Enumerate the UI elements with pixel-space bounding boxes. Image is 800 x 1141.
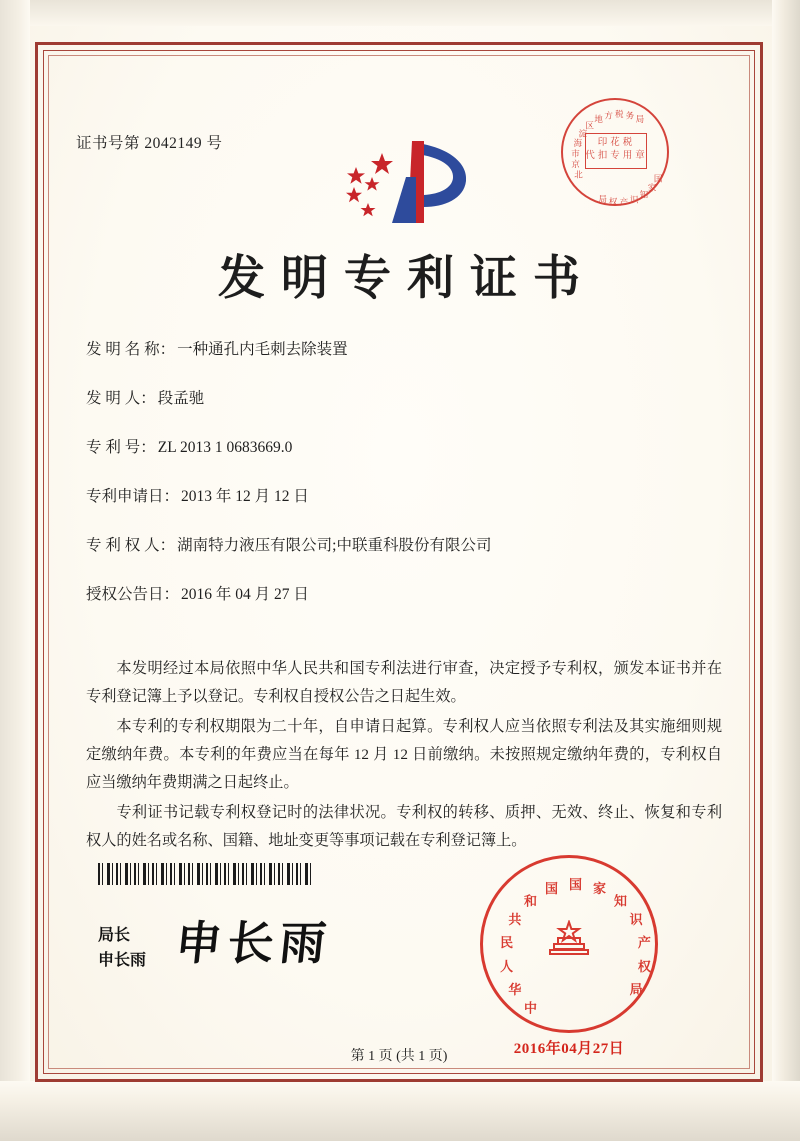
paragraph-3: 专利证书记载专利权登记时的法律状况。专利权的转移、质押、无效、终止、恢复和专利权人的姓名或名称、国籍、地址变更等事项记载在专利登记簿上。 xyxy=(86,804,722,849)
field-label: 专利申请日： xyxy=(86,488,180,505)
body-text xyxy=(86,655,722,857)
field-label: 发 明 名 称： xyxy=(86,341,176,358)
field-label: 发 明 人： xyxy=(86,390,156,407)
sipo-logo-icon xyxy=(320,137,480,229)
field-patent-number xyxy=(86,435,726,457)
director-name: 申长雨 xyxy=(98,952,147,969)
field-invention-name xyxy=(86,337,726,359)
field-label: 授权公告日： xyxy=(86,586,180,603)
official-seal-ring-text: 中 华 人 民 共 和 国 国 家 知 识 产 权 局 xyxy=(500,878,651,1017)
tax-stamp-line-2: 代 扣 专 用 章 xyxy=(585,150,645,161)
page-footer: 第 1 页 (共 1 页) xyxy=(350,1049,448,1064)
field-value: 2013 年 12 月 12 日 xyxy=(181,488,309,505)
field-inventor xyxy=(86,386,726,408)
official-seal xyxy=(480,855,658,1033)
certificate-content xyxy=(48,55,750,1069)
field-label: 专 利 号： xyxy=(86,439,156,456)
field-value: 一种通孔内毛刺去除装置 xyxy=(177,341,348,358)
tax-stamp-center xyxy=(563,136,667,162)
paper-edge-top xyxy=(0,0,800,26)
director-signature: 申长雨 xyxy=(172,916,335,970)
national-emblem-icon xyxy=(538,920,600,968)
tax-stamp-line-1: 印 花 税 xyxy=(597,137,633,148)
field-application-date xyxy=(86,484,726,506)
paper-edge-right xyxy=(772,0,800,1141)
tax-stamp-ring-text: 北 京 市 海 淀 区 地 方 税 务 局 国 家 知 识 产 权 局 xyxy=(571,110,663,208)
field-value: ZL 2013 1 0683669.0 xyxy=(157,439,293,456)
tax-stamp xyxy=(561,98,669,206)
paper-edge-left xyxy=(0,0,30,1141)
page-title: 发明专利证书 xyxy=(218,251,596,306)
field-value: 2016 年 04 月 27 日 xyxy=(181,586,309,603)
paragraph-2: 本专利的专利权期限为二十年，自申请日起算。专利权人应当依照专利法及其实施细则规定缴纳年费。本专利的年费应当在每年 12 月 12 日前缴纳。未按照规定缴纳年费的，专利权自应当缴纳年费期满之日起终止。 xyxy=(86,718,722,791)
field-value: 段孟驰 xyxy=(157,390,205,407)
field-value: 湖南特力液压有限公司;中联重科股份有限公司 xyxy=(177,537,492,554)
field-list xyxy=(86,337,726,631)
field-label: 专 利 权 人： xyxy=(86,537,176,554)
paragraph-1: 本发明经过本局依照中华人民共和国专利法进行审查，决定授予专利权，颁发本证书并在专利登记簿上予以登记。专利权自授权公告之日起生效。 xyxy=(86,660,722,705)
director-title-label: 局长 xyxy=(98,927,131,944)
seal-date: 2016年04月27日 xyxy=(513,1041,625,1057)
paper-edge-bottom xyxy=(0,1081,800,1141)
certificate-number: 证书号第 2042149 号 xyxy=(76,135,223,152)
barcode xyxy=(98,863,314,885)
director-block xyxy=(98,923,146,973)
field-patentee xyxy=(86,533,726,555)
field-grant-announcement-date xyxy=(86,582,726,604)
